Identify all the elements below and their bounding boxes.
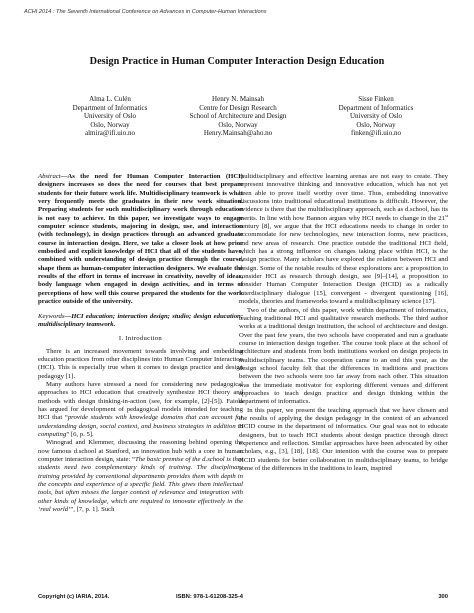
footer-isbn: ISBN: 978-1-61208-325-4 [176, 594, 244, 600]
page-number: 300 [438, 594, 448, 600]
author-block-3 [306, 95, 446, 138]
author-email: Henry.Mainsah@aho.no [203, 129, 273, 138]
conference-header: ACHI 2014 : The Seventh International Conference on Advances in Computer-Human Interactions [24, 9, 267, 15]
intro-paragraph-3 [38, 439, 243, 514]
author-institution: School of Architecture and Design [189, 112, 287, 121]
right-column [239, 173, 448, 473]
author-institution: University of Oslo [349, 112, 403, 121]
right-paragraph-1 [239, 173, 448, 307]
intro-paragraph-1: There is an increased movement towards involving and embedding education practices from other disciplines into Human Computer Interaction (HCI). This is especially true when it comes to design practice and design pedagogy [1]. [38, 347, 243, 380]
author-institution: University of Oslo [83, 112, 137, 121]
keywords [38, 313, 243, 330]
text-run: century [8], we argue that the HCI educations needs to change in order to accommodate for new technologies, new interaction forms, new practices, and new areas of research. One practice outside the traditional HCI field, which has a strong influence on changes taking place within HCI, is the design practice. Many scholars have explored the relation between HCI and design. Some of the notable results of these explorations are: a proposition to consider HCI as research through design, see [9]–[14], a proposition to consider Human Computer Interaction Design (HCID) as a radically interdisciplinary dialogue [15], convergent - divergent questioning [16], models, theories and frameworks toward a multidisciplinary science [17]. [239, 223, 448, 306]
text-run: ” [6, p. 5]. [66, 430, 94, 438]
right-paragraph-2: Two of the authors, of this paper, work within department of informatics, teaching traditional HCI and qualitative research methods. The third author works at a traditional design institution, the school of architecture and design. Over the past few years, the two schools have cooperated and run a graduate course in interaction design together. The course took place at the school of architecture and students from both institutions worked on design projects in multidisciplinary teams. The cooperation came to an end this year, as the design school faculty felt that the differences in traditions and practices between the two schools were too far away from each other. This situation was the immediate motivator for exploring different venues and different approaches to teach design practice and design thinking within the department of informatics. [239, 306, 448, 406]
author-name: Alma L. Culén [89, 95, 131, 103]
abstract-text: —As the need for Human Computer Interaction (HCI) designers increases so does the need for courses that best prepare students for their future work life. Multidisciplinary teamwork is what very frequently meets the graduates in their new work situation. Preparing students for such multidisciplinary work through education is not easy to achieve. In this paper, we investigate ways to engage computer science students, majoring in design, use, and interaction (with technology), in design practices through an advanced graduate course in interaction design. Here, we take a closer look at how prior embodied and explicit knowledge of HCI that all of the students have, combined with understanding of design practice through the course, shape them as human-computer interaction designers. We evaluate the results of the effort in terms of increase in creativity, novelty of ideas, body language when engaged in design activities, and in terms of perceptions of how well this course prepared the students for the work practice outside of the university. [38, 173, 243, 306]
footer-copyright: Copyright (c) IARIA, 2014. [38, 594, 110, 600]
intro-paragraph-2 [38, 381, 243, 439]
text-run: Winograd and Klemmer, discussing the reasoning behind opening the now famous d.school at Stanford, an innovation hub with a core in human computer interaction design, state: “ [38, 439, 243, 463]
keywords-lead: Keywords [38, 312, 65, 320]
left-column [38, 173, 243, 514]
quote-winograd: The basic premise of the d.school is that students need two complementary kinds of training. The disciplinary training provided by conventional departments provides them with depth in the concepts and experience of a specific field. This gives them intellectual tools, but often misses the larger context of relevance and integration with other kinds of knowledge, which are required to innovate effectively in the ‘real world’ [38, 456, 243, 514]
author-email: finken@ifi.uio.no [351, 129, 401, 138]
abstract [38, 173, 243, 307]
paper-title: Design Practice in Human Computer Interaction Design Education [89, 56, 385, 67]
author-location: Oslo, Norway [218, 120, 258, 129]
text-run: Many authors have stressed a need for considering new pedagogical approaches to HCI education that creatively synthesize HCI theory and methods with design thinking-in-action (see, for example, [2]-[5]). Faiola has argued for development of pedagogical models intended for teaching HCI that “ [38, 380, 243, 422]
author-department: Department of Informatics [72, 103, 148, 112]
author-name: Sisse Finken [358, 95, 394, 103]
text-run: ”, [7, p. 1]. Such [70, 506, 115, 514]
quote-faiola: provide students with knowledge domains that can account for understanding design, social context, and business strategies in addition to computing [38, 414, 243, 438]
author-location: Oslo, Norway [356, 120, 396, 129]
author-location: Oslo, Norway [90, 120, 130, 129]
author-email: almira@ifi.uio.no [85, 129, 135, 138]
author-block-1 [40, 95, 180, 138]
author-name: Henry N. Mainsah [212, 95, 264, 103]
author-department: Department of Informatics [338, 103, 414, 112]
author-department: Centre for Design Research [199, 103, 277, 112]
author-block-2 [168, 95, 308, 138]
right-paragraph-3: In this paper, we present the teaching approach that we have chosen and the results of applying the design pedagogy in the context of an advanced HCID course in the department of informatics. Our goal was not to educate designers, but to teach HCI students about design practice through direct experience and reflection. Similar approaches have been advocated by other scholars, e.g., [3], [18], [18]. Our intention with the course was to prepare HCID students for better collaboration in multidisciplinary teams, to bridge some of the differences in the traditions to learn, inspired [239, 406, 448, 473]
abstract-lead: Abstract [38, 173, 61, 180]
text-run: multidisciplinary and effective learning arenas are not easy to create. They represent innovative thinking and innovative education, which has not yet been able to prove itself worthy over time. Thus, embedding innovative discussions into traditional educational institutions is difficult. However, the evidence is there that the multidisciplinary approach, such as d.school, has its merits. In line with how Bannon argues why HCI needs to change in the 21 [239, 173, 448, 222]
section-heading-introduction: I. Introduction [118, 335, 163, 343]
superscript: st [444, 212, 448, 218]
keywords-text: —HCI education; interaction design; studio; design education; multidisciplinary teamwork. [38, 312, 243, 328]
